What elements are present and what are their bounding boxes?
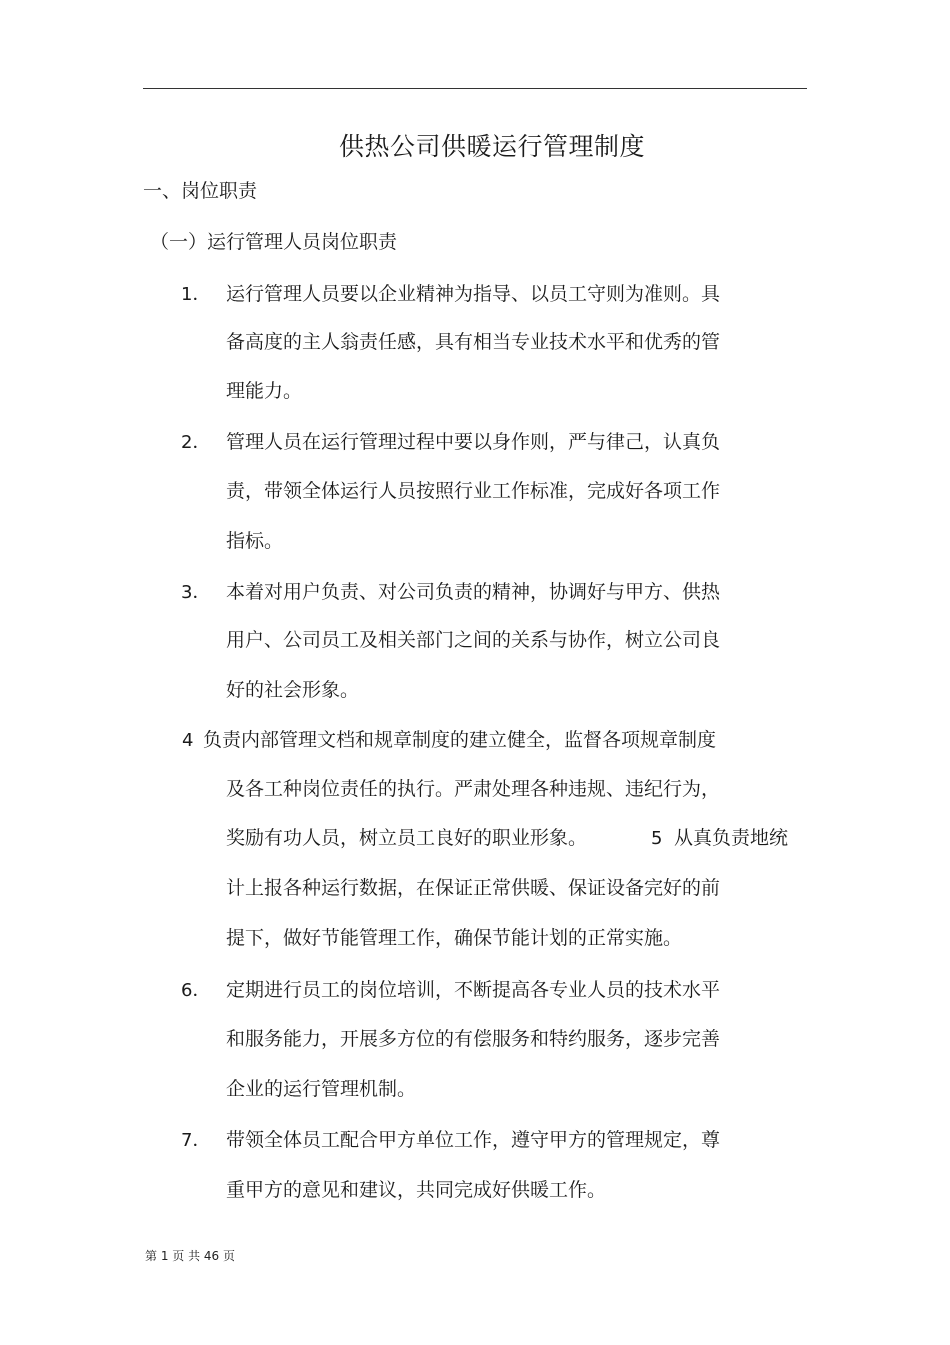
item-7-number: 7． [181, 1130, 211, 1151]
item-3-line: 本着对用户负责、对公司负责的精神，协调好与甲方、供热 [226, 581, 721, 603]
item-3-line: 用户、公司员工及相关部门之间的关系与协作，树立公司良 [226, 629, 721, 651]
item-6-line: 企业的运行管理机制。 [226, 1078, 417, 1100]
item-2-line: 指标。 [226, 530, 284, 552]
item-2-line: 管理人员在运行管理过程中要以身作则，严与律己，认真负 [226, 431, 721, 453]
header-rule [143, 88, 807, 89]
subsection-heading: （一）运行管理人员岗位职责 [150, 231, 398, 253]
document-title: 供热公司供暖运行管理制度 [338, 132, 645, 161]
item-2-line: 责，带领全体运行人员按照行业工作标准，完成好各项工作 [226, 480, 721, 502]
item-6-number: 6． [181, 980, 211, 1001]
item-4-line: 奖励有功人员，树立员工良好的职业形象。 [226, 827, 588, 849]
item-3-number: 3． [181, 582, 211, 603]
item-5-line: 从真负责地统 [674, 827, 789, 849]
item-7-line: 带领全体员工配合甲方单位工作，遵守甲方的管理规定，尊 [226, 1129, 721, 1151]
item-2-number: 2． [181, 432, 211, 453]
item-7-line: 重甲方的意见和建议，共同完成好供暖工作。 [226, 1179, 607, 1201]
item-1-line: 理能力。 [226, 380, 303, 402]
item-6-line: 和服务能力，开展多方位的有偿服务和特约服务，逐步完善 [226, 1028, 721, 1050]
item-6-line: 定期进行员工的岗位培训，不断提高各专业人员的技术水平 [226, 979, 721, 1001]
item-1-line: 备高度的主人翁责任感，具有相当专业技术水平和优秀的管 [226, 331, 721, 353]
item-5-number: 5 [651, 828, 663, 849]
item-4-number: 4 [182, 730, 194, 751]
item-1-number: 1． [181, 284, 211, 305]
item-4-line: 计上报各种运行数据，在保证正常供暖、保证设备完好的前 [226, 877, 721, 899]
item-4-line: 提下，做好节能管理工作，确保节能计划的正常实施。 [226, 927, 683, 949]
item-4-line: 负责内部管理文档和规章制度的建立健全，监督各项规章制度 [203, 729, 717, 751]
item-3-line: 好的社会形象。 [226, 679, 360, 701]
item-4-line: 及各工种岗位责任的执行。严肃处理各种违规、违纪行为， [226, 778, 721, 800]
section-heading: 一、岗位职责 [143, 180, 258, 202]
page-footer: 第 1 页 共 46 页 [145, 1249, 235, 1263]
item-1-line: 运行管理人员要以企业精神为指导、以员工守则为准则。具 [226, 283, 721, 305]
